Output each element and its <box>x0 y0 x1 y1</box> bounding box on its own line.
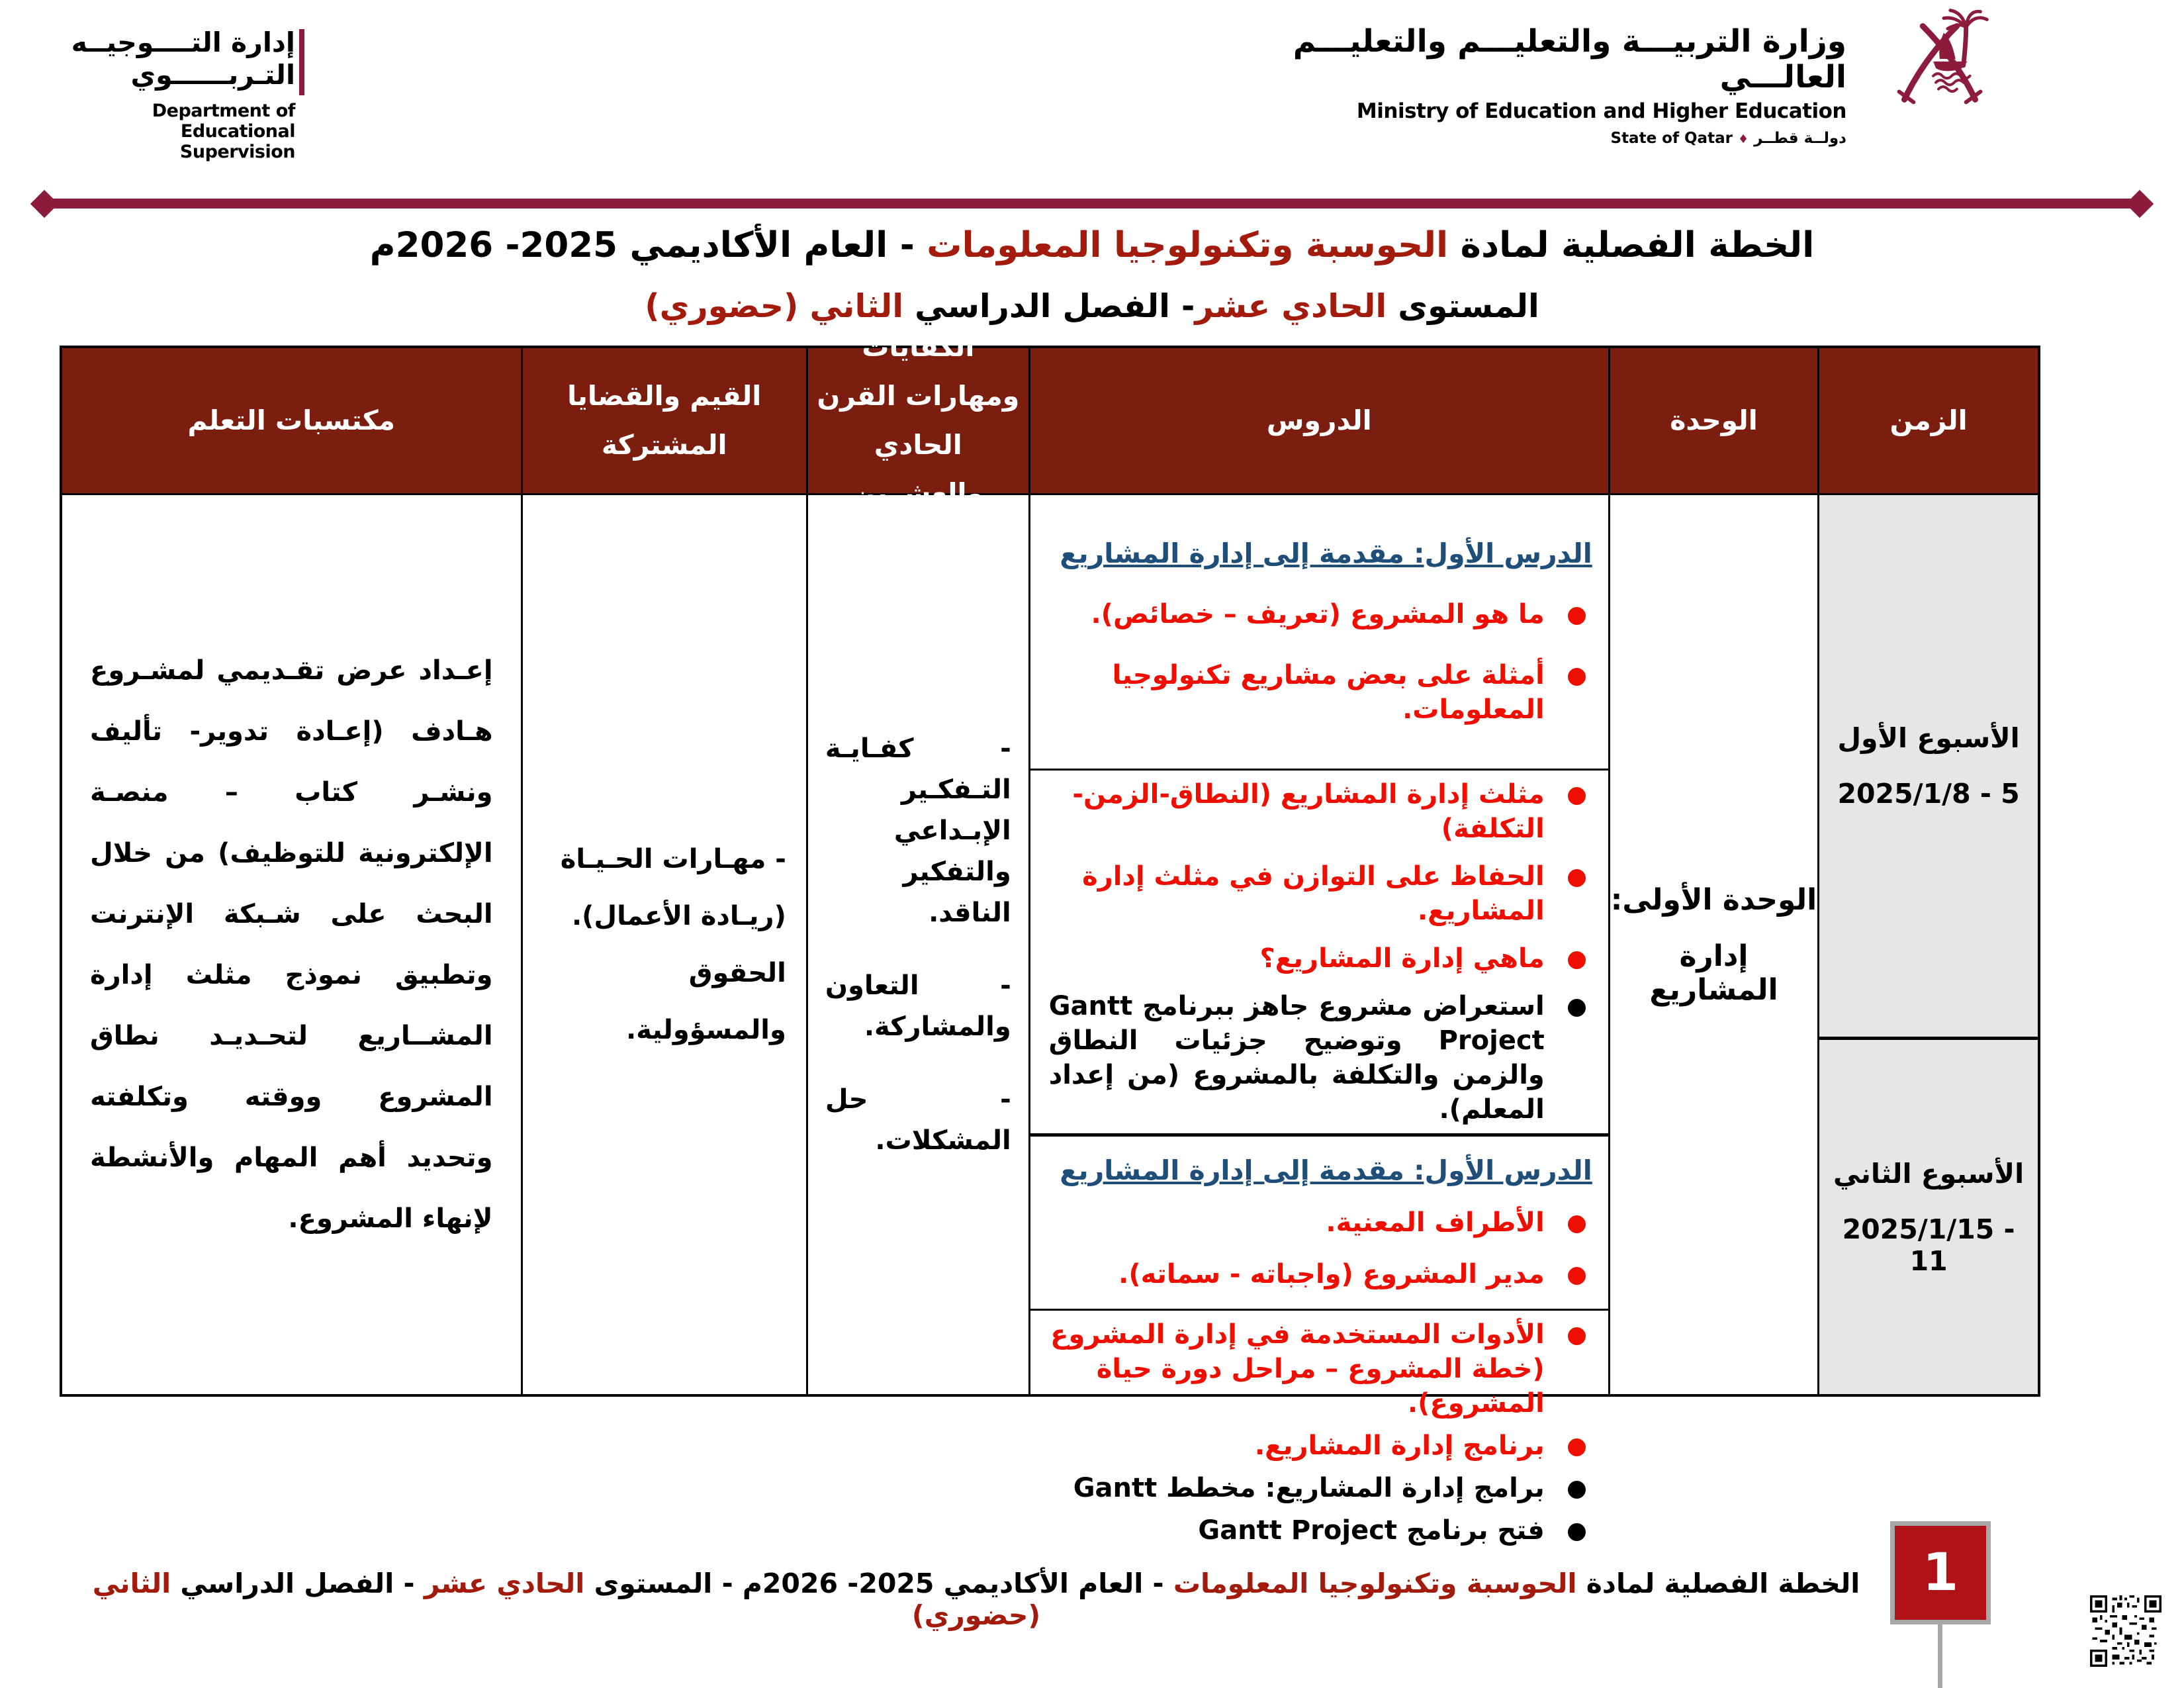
lesson-bullet: أمثلة على بعض مشاريع تكنولوجيا المعلومات. <box>1049 658 1592 727</box>
col-header-time: الزمن <box>1817 348 2038 493</box>
week1-name: الأسبوع الأول <box>1837 722 2020 754</box>
lesson1-title-repeat: الدرس الأول: مقدمة إلى إدارة المشاريع <box>1060 1154 1592 1187</box>
week1-dates: 2025/1/8 - 5 <box>1837 778 2020 810</box>
lesson1-title: الدرس الأول: مقدمة إلى إدارة المشاريع <box>1060 537 1592 569</box>
lesson-bullet: الحفاظ على التوازن في مثلث إدارة المشاريع. <box>1049 859 1592 928</box>
qatar-ministry-emblem-icon <box>1868 5 2012 106</box>
col-header-values: القيم والقضايا المشتركة <box>521 348 806 493</box>
department-divider-bar <box>299 29 304 95</box>
unit-column <box>1608 495 1817 1394</box>
col-header-competencies: الكفايات ومهارات القرن الحادي والعشرين <box>806 348 1028 493</box>
title-suffix: - العام الأكاديمي 2025- 2026م <box>369 225 927 265</box>
page-number: 1 <box>1922 1543 1959 1603</box>
competency-item: - كفـايـة التـفكـير الإبـداعي والتفكير الناقد. <box>825 733 1011 928</box>
lesson-bullet: الأطراف المعنية. <box>1049 1205 1592 1240</box>
lesson-cell-4 <box>1030 1309 1608 1554</box>
lesson-cell-2 <box>1030 769 1608 1133</box>
lesson-bullet: مدير المشروع (واجباته - سماته). <box>1049 1257 1592 1291</box>
subtitle-mid: - الفصل الدراسي <box>903 287 1195 325</box>
maroon-divider-band <box>36 199 2148 209</box>
ministry-name-english: Ministry of Education and Higher Education <box>1356 99 1846 124</box>
lesson-bullet: فتح برنامج Gantt Project <box>1049 1513 1592 1548</box>
table-header-row <box>62 330 2038 510</box>
lesson-bullet: استعراض مشروع جاهز ببرنامج Gantt Project وتوضيح جزئيات النطاق والزمن والتكلفة بالمشروع (من إعداد المعلم). <box>1049 989 1592 1127</box>
subtitle-term: الثاني (حضوري) <box>645 287 904 325</box>
footer-mid1: - العام الأكاديمي 2025- 2026م - المستوى <box>584 1568 1173 1599</box>
band-right-diamond-icon <box>2126 190 2154 218</box>
time-column <box>1817 495 2038 1394</box>
week1-cell <box>1819 495 2038 1037</box>
qr-code <box>2090 1595 2161 1667</box>
week2-cell <box>1819 1037 2038 1394</box>
department-name-arabic: إدارة التــــوجيــه التـربــــــوي <box>71 26 295 91</box>
page-badge-stem <box>1938 1623 1942 1688</box>
lesson-bullet: ماهي إدارة المشاريع؟ <box>1049 941 1592 976</box>
department-block <box>70 26 295 162</box>
competency-item: - حل المشكلات. <box>825 1084 1011 1156</box>
outcomes-text: إعـداد عرض تقـديمي لمشـروع هـادف (إعـادة تدوير- تأليف ونشـر كتاب – منصـة الإلكترونية للتوظيف) من خلال البحث على شـبكة الإنترنت وتطبيق نموذج مثلث إدارة المشــاريع لتحـديـد نطاق المشروع ووقته وتكلفته وتحديد أهم المهام والأنشطة لإنهاء المشروع. <box>90 655 493 1234</box>
footer-prefix: الخطة الفصلية لمادة <box>1576 1568 1860 1599</box>
competencies-column <box>806 495 1028 1394</box>
footer-level: الحادي عشر <box>424 1568 585 1599</box>
state-of-qatar-line <box>1257 130 1846 147</box>
outcomes-column <box>62 495 521 1394</box>
lesson-bullet: ما هو المشروع (تعريف – خصائص). <box>1049 597 1592 632</box>
lesson-cell-3 <box>1030 1133 1608 1309</box>
col-header-lessons: الدروس <box>1028 348 1608 493</box>
table-body <box>62 495 2038 1546</box>
ministry-block <box>1257 24 1846 147</box>
diamond-separator-icon: ♦ <box>1737 132 1749 147</box>
document-subtitle <box>0 287 2184 325</box>
subtitle-prefix: المستوى <box>1387 287 1539 325</box>
values-column <box>521 495 806 1394</box>
lessons-column <box>1028 495 1608 1546</box>
title-subject: الحوسبة وتكنولوجيا المعلومات <box>927 225 1449 265</box>
state-arabic: دولــة قطــر <box>1754 130 1846 148</box>
lesson-bullet: مثلث إدارة المشاريع (النطاق-الزمن-التكلفة) <box>1049 777 1592 846</box>
footer-subject: الحوسبة وتكنولوجيا المعلومات <box>1173 1568 1577 1599</box>
plan-table <box>60 330 2040 1546</box>
footer-title <box>66 1568 1886 1631</box>
week2-dates: 2025/1/15 - 11 <box>1842 1213 2015 1277</box>
col-header-outcomes: مكتسبات التعلم <box>187 404 396 436</box>
values-text: - مهـارات الحـيـاة (ريـادة الأعمال). الحقوق والمسؤولية. <box>560 844 786 1045</box>
subtitle-level: الحادي عشر <box>1195 287 1387 325</box>
unit-line1: الوحدة الأولى: <box>1610 882 1817 917</box>
document-title <box>0 225 2184 265</box>
unit-line2: إدارة المشاريع <box>1649 939 1778 1007</box>
department-name-english: Department of Educational Supervision <box>152 101 295 163</box>
col-header-unit: الوحدة <box>1608 348 1817 493</box>
lesson-bullet: برنامج إدارة المشاريع. <box>1049 1429 1592 1463</box>
lesson-cell-1 <box>1030 495 1608 769</box>
state-english: State of Qatar <box>1610 130 1733 148</box>
band-left-diamond-icon <box>30 190 58 218</box>
competency-item: - التعاون والمشاركة. <box>825 970 1011 1042</box>
title-prefix: الخطة الفصلية لمادة <box>1448 225 1815 265</box>
footer-mid2: - الفصل الدراسي <box>171 1568 424 1599</box>
page-number-badge <box>1890 1521 1991 1624</box>
week2-name: الأسبوع الثاني <box>1833 1157 2025 1190</box>
lesson-bullet: الأدوات المستخدمة في إدارة المشروع (خطة المشروع – مراحل دورة حياة المشروع). <box>1049 1317 1592 1421</box>
lesson-bullet: برامج إدارة المشاريع: مخطط Gantt <box>1049 1471 1592 1505</box>
footer-term: الثاني (حضوري) <box>92 1568 1041 1631</box>
ministry-name-arabic: وزارة التربيـــة والتعليـــم والتعليـــم العالـــي <box>1293 23 1846 96</box>
